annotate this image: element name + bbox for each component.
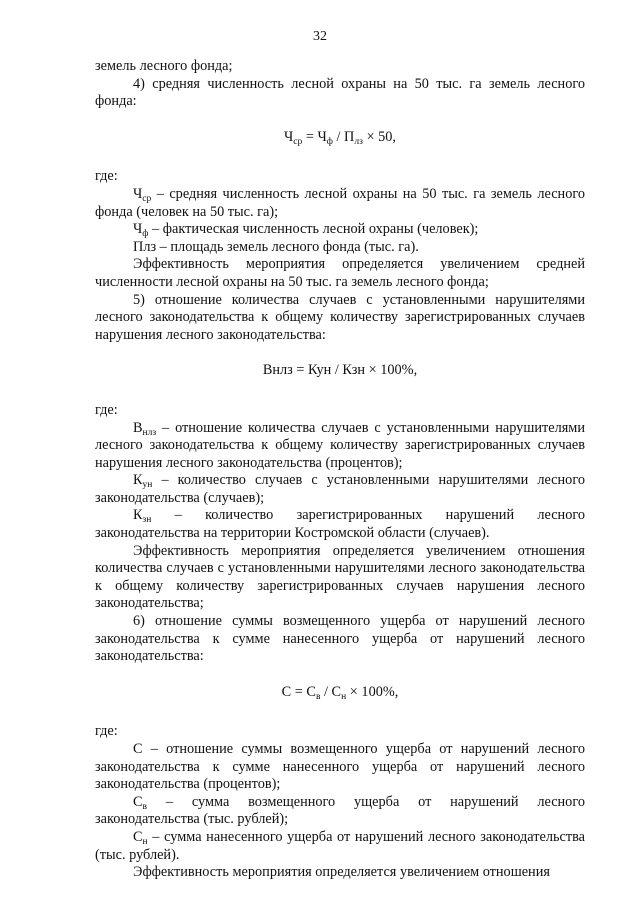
definition-text: – фактическая численность лесной охраны (человек); bbox=[148, 221, 479, 238]
formula-subscript: н bbox=[341, 691, 347, 702]
definition-text: – сумма возмещенного ущерба от нарушений лесного законодательства (тыс. рублей); bbox=[95, 793, 585, 828]
definition-subscript: ф bbox=[142, 229, 149, 240]
formula-subscript: лз bbox=[354, 136, 363, 147]
definition-text: – отношение количества случаев с установленными нарушителями лесного законодательства к общему количеству зарегистрированных случаев нарушения лесного законодательства (процентов); bbox=[95, 419, 585, 471]
definition-symbol: С bbox=[133, 828, 143, 845]
definition bbox=[95, 829, 585, 864]
definition bbox=[95, 507, 585, 542]
definition bbox=[95, 221, 585, 239]
effectiveness-note: Эффективность мероприятия определяется увеличением средней численности лесной охраны на 50 тыс. га земель лесного фонда; bbox=[95, 256, 585, 290]
definition-symbol: Ч bbox=[133, 185, 143, 202]
document-body bbox=[95, 58, 585, 882]
definition-symbol: В bbox=[133, 419, 143, 436]
formula-subscript: ср bbox=[293, 136, 303, 147]
formula-violations-ratio: Внлз = Кун / Кзн × 100%, bbox=[262, 362, 418, 379]
definition-subscript: ср bbox=[142, 193, 152, 204]
list-item-6: 6) отношение суммы возмещенного ущерба от нарушений лесного законодательства к сумме нанесенного ущерба от нарушений лесного законодательства: bbox=[95, 613, 585, 665]
where-label: где: bbox=[95, 723, 118, 740]
list-item-4: 4) средняя численность лесной охраны на 50 тыс. га земель лесного фонда: bbox=[95, 75, 585, 110]
definition-subscript: н bbox=[142, 836, 148, 847]
where-label: где: bbox=[95, 401, 118, 418]
where-label: где: bbox=[95, 168, 118, 185]
formula-symbol: Ч bbox=[284, 128, 294, 145]
definition-symbol: К bbox=[133, 472, 143, 489]
text-line: земель лесного фонда; bbox=[95, 58, 233, 74]
formula-part: / П bbox=[332, 128, 355, 145]
definition bbox=[95, 420, 585, 473]
formula-subscript: ф bbox=[326, 136, 333, 147]
definition-symbol: Ч bbox=[133, 221, 143, 238]
definition-subscript: в bbox=[142, 801, 148, 812]
formula-part: × 50, bbox=[362, 128, 396, 145]
list-item-5: 5) отношение количества случаев с установленными нарушителями лесного законодательства к общему количеству зарегистрированных случаев нарушения лесного законодательства: bbox=[95, 291, 585, 343]
definition-text: – количество зарегистрированных нарушений лесного законодательства на территории Костромской области (случаев). bbox=[95, 507, 585, 542]
definition: С – отношение суммы возмещенного ущерба от нарушений лесного законодательства к сумме нанесенного ущерба от нарушений лесного законодательства (процентов); bbox=[95, 741, 585, 793]
definition-text: – сумма нанесенного ущерба от нарушений лесного законодательства (тыс. рублей). bbox=[95, 828, 585, 863]
effectiveness-note: Эффективность мероприятия определяется увеличением отношения bbox=[133, 864, 550, 881]
formula-part: / С bbox=[320, 683, 342, 700]
definition: Плз – площадь земель лесного фонда (тыс. га). bbox=[133, 238, 419, 255]
formula-damage-ratio bbox=[95, 684, 585, 702]
definition bbox=[95, 186, 585, 221]
formula-subscript: в bbox=[315, 691, 321, 702]
definition-text: – количество случаев с установленными нарушителями лесного законодательства (случаев); bbox=[95, 472, 585, 506]
definition bbox=[95, 472, 585, 507]
definition bbox=[95, 794, 585, 829]
page-number: 32 bbox=[313, 29, 327, 44]
definition-subscript: нлз bbox=[142, 427, 157, 438]
effectiveness-note: Эффективность мероприятия определяется увеличением отношения количества случаев с установленными нарушителями лесного законодательства к общему количеству зарегистрированных случаев нарушения лесного законодательства; bbox=[95, 542, 585, 612]
formula-staff-density bbox=[95, 129, 585, 147]
definition-symbol: С bbox=[133, 793, 143, 810]
definition-symbol: К bbox=[133, 507, 143, 524]
definition-subscript: зн bbox=[142, 515, 152, 526]
definition-text: – средняя численность лесной охраны на 50 тыс. га земель лесного фонда (человек на 50 тыс. га); bbox=[95, 185, 585, 220]
definition-subscript: ун bbox=[142, 480, 153, 491]
formula-part: × 100%, bbox=[346, 683, 399, 700]
formula-part: С = С bbox=[281, 683, 316, 700]
formula-part: = Ч bbox=[302, 128, 327, 145]
